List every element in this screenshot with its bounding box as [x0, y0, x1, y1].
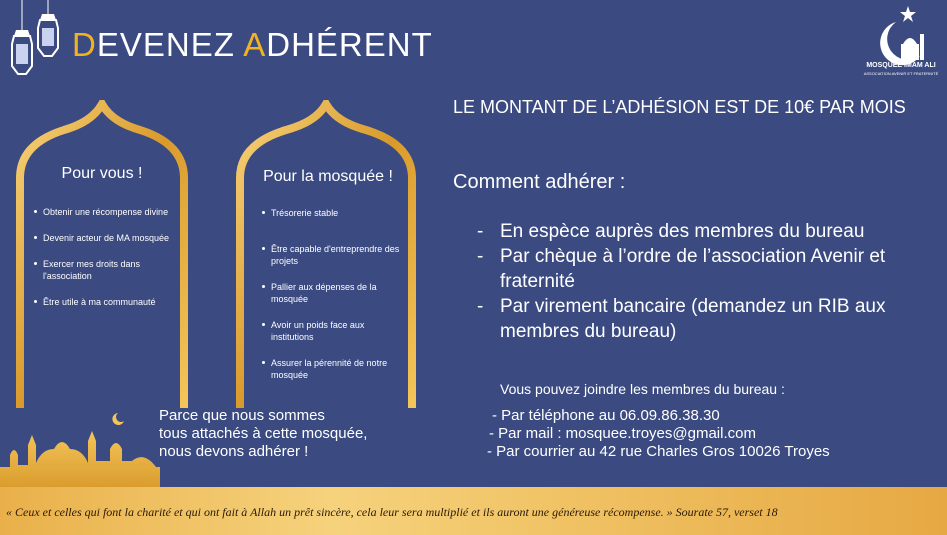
left-arch-list: [33, 206, 175, 308]
title-initial-a: A: [243, 26, 267, 63]
list-item: Être capable d'entreprendre des projets: [261, 243, 409, 267]
contact-phone: - Par téléphone au 06.09.86.38.30: [492, 407, 720, 424]
list-item: Pallier aux dépenses de la mosquée: [261, 281, 409, 305]
contact-post: - Par courrier au 42 rue Charles Gros 10026 Troyes: [487, 443, 830, 460]
contact-mail: - Par mail : mosquee.troyes@gmail.com: [489, 425, 756, 442]
join-method-item: - En espèce auprès des membres du bureau: [477, 219, 917, 244]
join-method-item: - Par chèque à l’ordre de l’association Avenir et fraternité: [477, 244, 917, 294]
how-to-join-title: Comment adhérer :: [453, 171, 626, 193]
list-item: Devenir acteur de MA mosquée: [33, 232, 175, 244]
closing-line-1: Parce que nous sommes: [159, 407, 325, 424]
right-arch-list: [261, 207, 409, 381]
right-arch-title: Pour la mosquée !: [263, 168, 393, 185]
page-title: [72, 26, 433, 64]
list-item: Obtenir une récompense divine: [33, 206, 175, 218]
left-arch-title: Pour vous !: [61, 165, 143, 182]
quran-quote: « Ceux et celles qui font la charité et qui ont fait à Allah un prêt sincère, cela leur sera multiplié et ils auront une généreuse récompense. » Sourate 57, verset 18: [6, 505, 778, 519]
list-item: Être utile à ma communauté: [33, 296, 175, 308]
list-item: Avoir un poids face aux institutions: [261, 319, 409, 343]
closing-line-2: tous attachés à cette mosquée,: [159, 425, 368, 442]
list-item: Assurer la pérennité de notre mosquée: [261, 357, 409, 381]
list-item: Exercer mes droits dans l'association: [33, 258, 175, 282]
join-method-item: - Par virement bancaire (demandez un RIB aux membres du bureau): [477, 294, 917, 344]
title-initial-d: D: [72, 26, 97, 63]
closing-line-3: nous devons adhérer !: [159, 443, 309, 460]
list-item: Trésorerie stable: [261, 207, 409, 219]
title-part-1: EVENEZ: [96, 26, 244, 63]
title-part-2: DHÉRENT: [266, 26, 433, 63]
lanterns-decoration: [4, 0, 60, 82]
mosque-skyline-decoration: [0, 405, 160, 490]
contact-intro: Vous pouvez joindre les membres du bureau :: [500, 381, 785, 397]
logo-name: MOSQUÉE IMAM ALI: [866, 62, 936, 69]
logo-subtitle: ASSOCIATION AVENIR ET FRATERNITÉ: [863, 71, 939, 76]
join-methods-list: [477, 219, 917, 344]
membership-amount: LE MONTANT DE L’ADHÉSION EST DE 10€ PAR MOIS: [453, 97, 906, 117]
